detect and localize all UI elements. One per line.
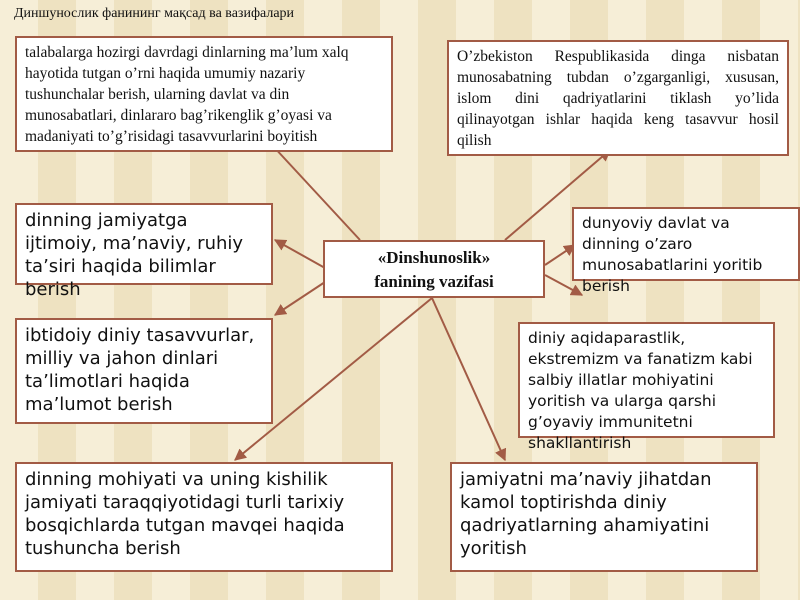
arrow-to-mid-right bbox=[545, 245, 575, 265]
center-box bbox=[323, 240, 545, 298]
box-bottom-left: dinning mohiyati va uning kishilik jamiyati taraqqiyotidagi turli tarixiy bosqichlarda tutgan mavqei haqida tushuncha berish bbox=[15, 462, 393, 572]
center-title-line2: fanining vazifasi bbox=[374, 272, 494, 291]
box-bottom-right: jamiyatni ma’naviy jihatdan kamol toptirishda diniy qadriyatlarning ahamiyatini yoritish bbox=[450, 462, 758, 572]
box-right-lower: diniy aqidaparastlik, ekstremizm va fanatizm kabi salbiy illatlar mohiyatini yoritish va ularga qarshi g’oyaviy immunitetni shakllantirish bbox=[518, 322, 775, 438]
slide-title: Диншунослик фанининг мақсад ва вазифалари bbox=[14, 6, 295, 21]
box-left-lower: ibtidoiy diniy tasavvurlar, milliy va jahon dinlari ta’limotlari haqida ma’lumot berish bbox=[15, 318, 273, 424]
arrow-to-left-lower bbox=[275, 282, 325, 315]
arrow-to-mid-left bbox=[275, 240, 325, 268]
arrow-to-bottom-right bbox=[432, 298, 505, 460]
box-top-right: O’zbekiston Respublikasida dinga nisbatan munosabatning tubdan o’zgarganligi, xususan, islom dini qadriyatlarini tiklash yo’lida qilinayotgan ishlar haqida keng tasavvur hosil qilish bbox=[447, 40, 789, 156]
center-title-line1: «Dinshunoslik» bbox=[377, 248, 491, 267]
box-mid-left: dinning jamiyatga ijtimoiy, ma’naviy, ruhiy ta’siri haqida bilimlar berish bbox=[15, 203, 273, 285]
box-mid-right: dunyoviy davlat va dinning o’zaro munosabatlarini yoritib berish bbox=[572, 207, 800, 281]
box-top-left: talabalarga hozirgi davrdagi dinlarning ma’lum xalq hayotida tutgan o’rni haqida umumiy nazariy tushunchalar berish, ularning davlat va din munosabatlari, dinlararo bag’rikenglik g’oyasi va madaniyati to’g’risidagi tasavvurlarini boyitish bbox=[15, 36, 393, 152]
